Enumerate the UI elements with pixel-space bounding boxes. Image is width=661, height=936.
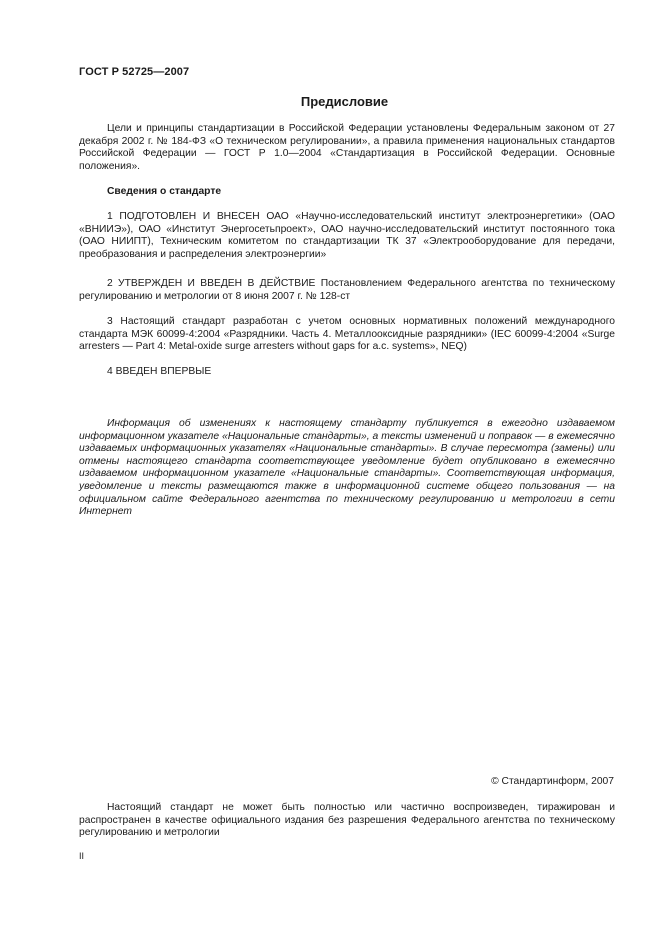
notice-paragraph: Информация об изменениях к настоящему стандарту публикуется в ежегодно издаваемом информационном указателе «Национальные стандарты», а тексты изменений и поправок — в ежемесячно издаваемых информационных указателях «Национальные стандарты». В случае пересмотра (замены) или отмены настоящего стандарта соответствующее уведомление будет опубликовано в ежемесячно издаваемом информационном указателе «Национальные стандарты». Соответствующая информация, уведомление и тексты размещаются также в информационной системе общего пользования — на официальном сайте Федерального агентства по техническому регулированию и метрологии в сети Интернет <box>79 418 615 518</box>
page-title: Предисловие <box>300 94 389 109</box>
document-header: ГОСТ Р 52725—2007 <box>79 66 190 78</box>
reproduction-notice: Настоящий стандарт не может быть полностью или частично воспроизведен, тиражирован и распространен в качестве официального издания без разрешения Федерального агентства по техническому регулированию и метрологии <box>79 802 615 839</box>
item-2: 2 УТВЕРЖДЕН И ВВЕДЕН В ДЕЙСТВИЕ Постановлением Федерального агентства по техническому регулированию и метрологии от 8 июня 2007 г. № 128-ст <box>79 278 615 302</box>
item-4: 4 ВВЕДЕН ВПЕРВЫЕ <box>107 366 212 377</box>
item-3: 3 Настоящий стандарт разработан с учетом основных нормативных положений международного стандарта МЭК 60099-4:2004 «Разрядники. Часть 4. Металлооксидные разрядники» (IEC 60099-4:2004 «Surge arresters — Part 4: Metal-oxide surge arresters without gaps for a.c. systems», NEQ) <box>79 316 615 353</box>
copyright: © Стандартинформ, 2007 <box>491 776 614 787</box>
item-1: 1 ПОДГОТОВЛЕН И ВНЕСЕН ОАО «Научно-исследовательский институт электроэнергетики» (ОАО «ВНИИЭ»), ОАО «Институт Энергосетьпроект», ОАО научно-исследовательский институт постоянного тока (ОАО НИИПТ), Техническим комитетом по стандартизации ТК 37 «Электрооборудование для передачи, преобразования и распределения электроэнергии» <box>79 211 615 260</box>
intro-paragraph: Цели и принципы стандартизации в Российской Федерации установлены Федеральным законом от 27 декабря 2002 г. № 184-ФЗ «О техническом регулировании», а правила применения национальных стандартов Российской Федерации — ГОСТ Р 1.0—2004 «Стандартизация в Российской Федерации. Основные положения». <box>79 123 615 172</box>
page-number: II <box>79 851 85 861</box>
info-heading: Сведения о стандарте <box>107 186 222 197</box>
